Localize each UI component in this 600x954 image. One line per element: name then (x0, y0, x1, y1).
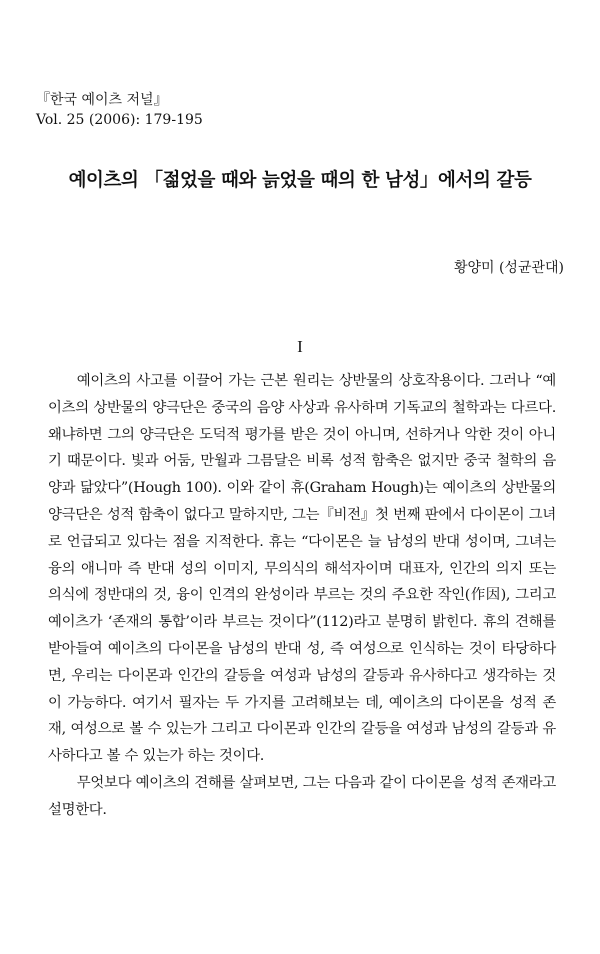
paragraph: 무엇보다 예이츠의 견해를 살펴보면, 그는 다음과 같이 다이몬을 성적 존재라고 설명한다. (48, 774, 556, 818)
body-text (48, 368, 556, 824)
article-title: 예이츠의 「젊었을 때와 늙었을 때의 한 남성」에서의 갈등 (68, 170, 532, 191)
paragraph: 예이츠의 사고를 이끌어 가는 근본 원리는 상반물의 상호작용이다. 그러나 “예이츠의 상반물의 양극단은 중국의 음양 사상과 유사하며 기독교의 철학과는 다르다. 왜냐하면 그의 양극단은 도덕적 평가를 받은 것이 아니며, 선하거나 악한 것이 아니기 때문이다. 빛과 어둠, 만월과 그믐달은 비록 성적 함축은 없지만 중국 철학의 음양과 닮았다”(Hough 100). 이와 같이 휴(Graham Hough)는 예이츠의 상반물의 양극단은 성적 함축이 없다고 말하지만, 그는『비전』첫 번째 판에서 다이몬이 그녀로 언급되고 있다는 점을 지적한다. 휴는 “다이몬은 늘 남성의 반대 성이며, 그녀는 융의 애니마 즉 반대 성의 이미지, 무의식의 해석자이며 대표자, 인간의 의지 또는 의식에 정반대의 것, 융이 인격의 완성이라 부르는 것의 주요한 작인(作因), 그리고 예이츠가 ‘존재의 통합’이라 부르는 것이다”(112)라고 분명히 밝힌다. 휴의 견해를 받아들여 예이츠의 다이몬을 남성의 반대 성, 즉 여성으로 인식하는 것이 타당하다면, 우리는 다이몬과 인간의 갈등을 여성과 남성의 갈등과 유사하다고 생각하는 것이 가능하다. 여기서 필자는 두 가지를 고려해보는 데, 예이츠의 다이몬을 성적 존재, 여성으로 볼 수 있는가 그리고 다이몬과 인간의 갈등을 여성과 남성의 갈등과 유사하다고 볼 수 있는가 하는 것이다. (48, 373, 556, 765)
section-heading: I (297, 337, 303, 356)
journal-volume: Vol. 25 (2006): 179-195 (36, 112, 203, 128)
journal-name: 『한국 예이츠 저널』 (36, 92, 168, 108)
journal-header (36, 90, 203, 130)
author-affiliation: 황양미 (성균관대) (453, 260, 564, 276)
